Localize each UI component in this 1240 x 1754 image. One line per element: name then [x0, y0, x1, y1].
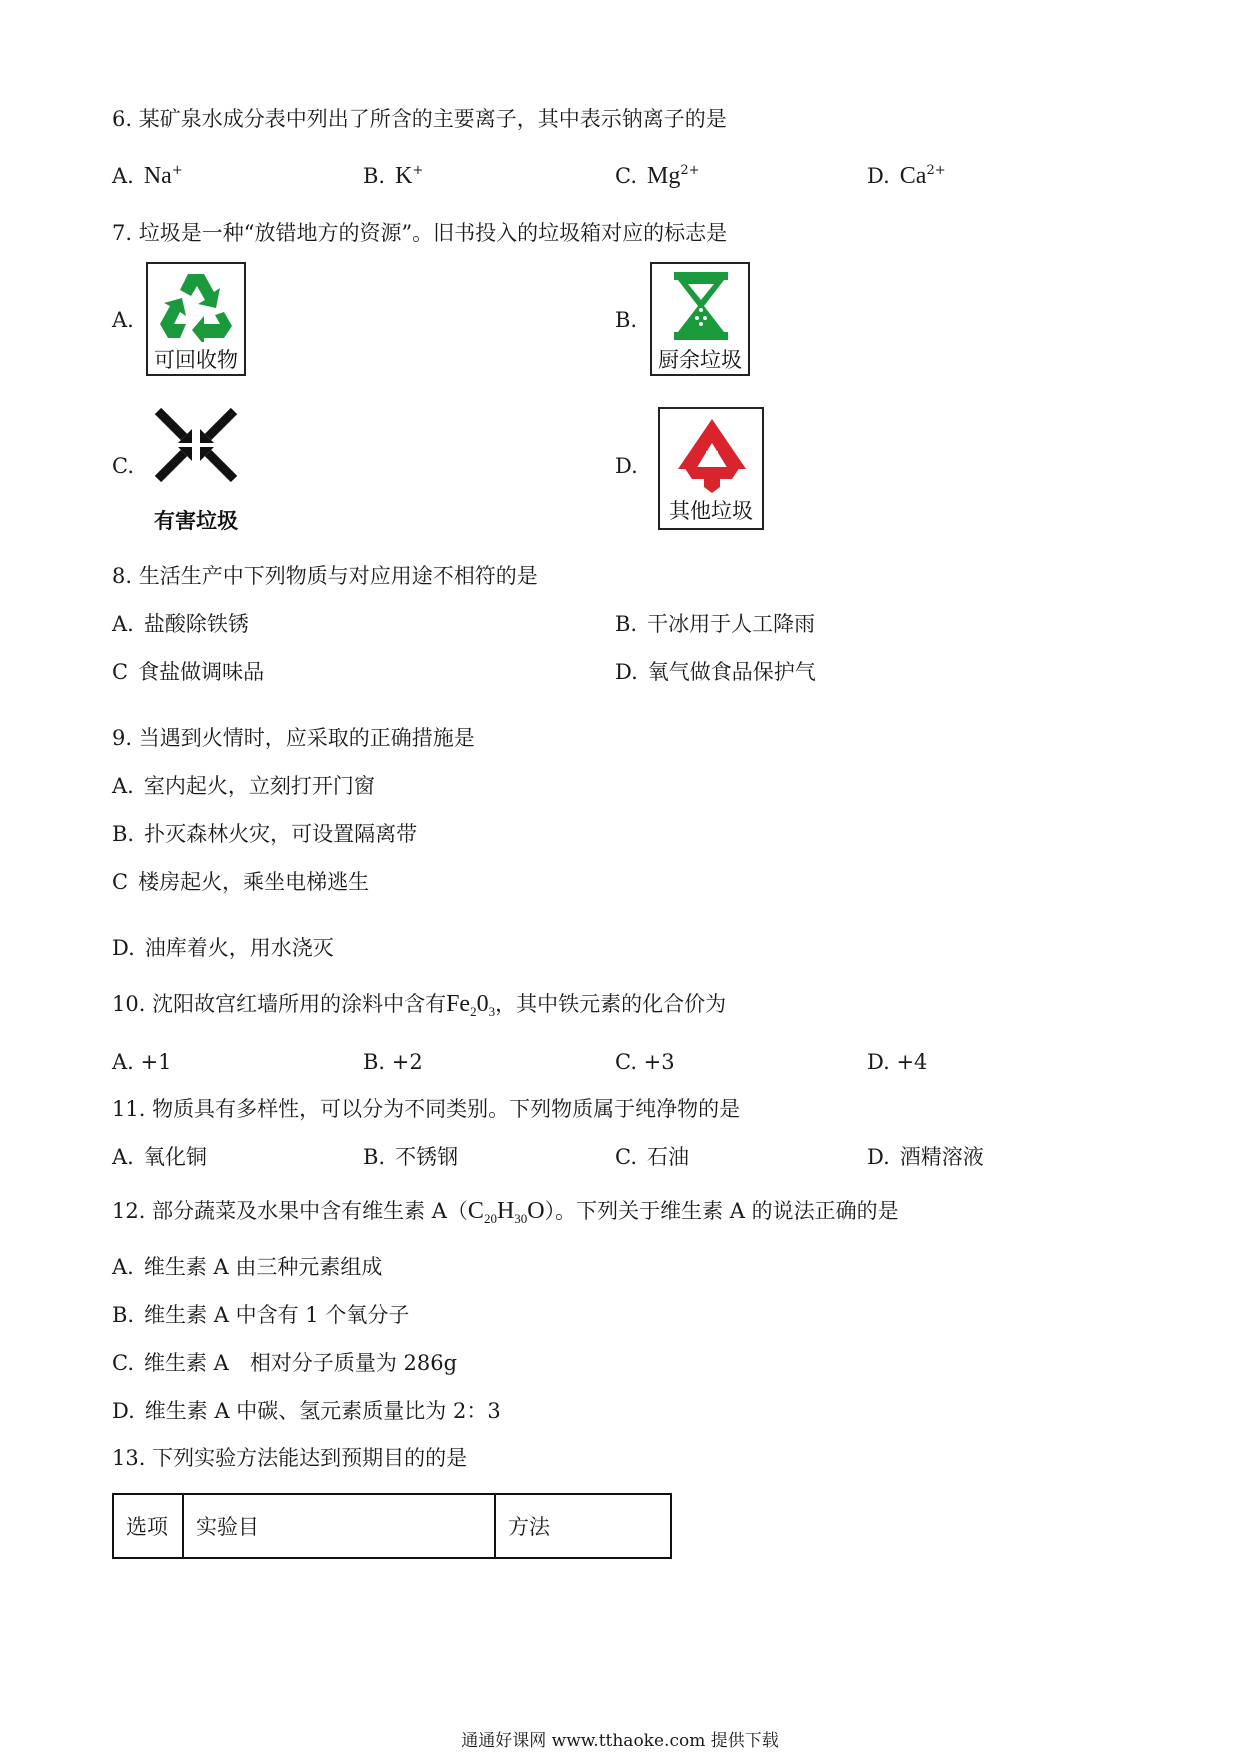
- q10-option-d: D. +4: [867, 1050, 928, 1074]
- other-waste-sign: [658, 407, 764, 530]
- q10-option-a: A. +1: [112, 1050, 172, 1074]
- q12-option-a: A. 维生素 A 由三种元素组成: [112, 1255, 383, 1279]
- q10-stem: 10. 沈阳故宫红墙所用的涂料中含有$Fe_20_3$，其中铁元素的化合价为: [112, 991, 727, 1019]
- recyclable-caption: 可回收物: [154, 348, 238, 372]
- q8-stem: 8. 生活生产中下列物质与对应用途不相符的是: [112, 564, 538, 588]
- q13-table: [112, 1493, 672, 1559]
- other-waste-icon: [676, 417, 748, 493]
- kitchen-waste-caption: 厨余垃圾: [658, 348, 742, 372]
- vitamin-a-formula: $C_{20}H_{30}O$: [467, 1198, 545, 1226]
- hazardous-waste-caption: 有害垃圾: [154, 509, 238, 533]
- q11-option-d: D. 酒精溶液: [867, 1145, 984, 1169]
- q7-option-c-label: C.: [112, 454, 134, 478]
- q9-option-c: C 楼房起火，乘坐电梯逃生: [112, 870, 370, 894]
- hourglass-icon: [666, 270, 736, 342]
- q12-option-c: C. 维生素 A 相对分子质量为 286g: [112, 1351, 458, 1375]
- q8-option-b: B. 干冰用于人工降雨: [615, 612, 816, 636]
- fe2o3-formula: $Fe_20_3$: [446, 991, 496, 1019]
- table-header-row: [113, 1494, 671, 1558]
- recycle-icon: [158, 270, 234, 342]
- q11-option-b: B. 不锈钢: [363, 1145, 459, 1169]
- q12-option-b: B. 维生素 A 中含有 1 个氧分子: [112, 1303, 410, 1327]
- q12-stem: 12. 部分蔬菜及水果中含有维生素 $A(C_{20}H_{30}O)$。下列关于维生素 A 的说法正确的是: [112, 1198, 899, 1226]
- q7-option-b-label: B.: [615, 308, 638, 332]
- q7-option-d-label: D.: [615, 454, 638, 478]
- q7-option-a-label: A.: [112, 308, 134, 332]
- q7-stem: 7. 垃圾是一种“放错地方的资源”。旧书投入的垃圾箱对应的标志是: [112, 221, 728, 245]
- q6-option-a: A. Na+: [112, 163, 183, 189]
- q6-stem: 6. 某矿泉水成分表中列出了所含的主要离子，其中表示钠离子的是: [112, 107, 727, 131]
- table-header-cell: 实验目: [183, 1494, 495, 1558]
- kitchen-waste-sign: [650, 262, 750, 376]
- q9-stem: 9. 当遇到火情时，应采取的正确措施是: [112, 726, 475, 750]
- q13-stem: 13. 下列实验方法能达到预期目的的是: [112, 1446, 468, 1470]
- q12-option-d: D. 维生素 A 中碳、氢元素质量比为 2：3: [112, 1399, 501, 1423]
- table-header-cell: 方法: [495, 1494, 671, 1558]
- q10-option-b: B. +2: [363, 1050, 423, 1074]
- q8-option-c: C 食盐做调味品: [112, 660, 265, 684]
- recyclable-sign: [146, 262, 246, 376]
- footer-source: 通通好课网 www.tthaoke.com 提供下载: [461, 1731, 779, 1751]
- q8-option-d: D. 氧气做食品保护气: [615, 660, 816, 684]
- q11-stem: 11. 物质具有多样性，可以分为不同类别。下列物质属于纯净物的是: [112, 1097, 741, 1121]
- q10-option-c: C. +3: [615, 1050, 675, 1074]
- q8-option-a: A. 盐酸除铁锈: [112, 612, 249, 636]
- q11-option-c: C. 石油: [615, 1145, 689, 1169]
- q9-option-b: B. 扑灭森林火灾，可设置隔离带: [112, 822, 418, 846]
- q6-option-b: B. K+: [363, 163, 424, 189]
- q6-option-c: C. $Mg^{2+}$: [615, 163, 700, 189]
- q9-option-d: D. 油库着火，用水浇灭: [112, 936, 334, 960]
- other-waste-caption: 其他垃圾: [669, 499, 753, 523]
- hazardous-waste-sign: [146, 405, 246, 535]
- q9-option-a: A. 室内起火，立刻打开门窗: [112, 774, 375, 798]
- table-header-cell: 选项: [113, 1494, 183, 1558]
- q6-option-d: D. $Ca^{2+}$: [867, 163, 946, 189]
- converging-arrows-icon: [154, 407, 238, 483]
- q11-option-a: A. 氧化铜: [112, 1145, 207, 1169]
